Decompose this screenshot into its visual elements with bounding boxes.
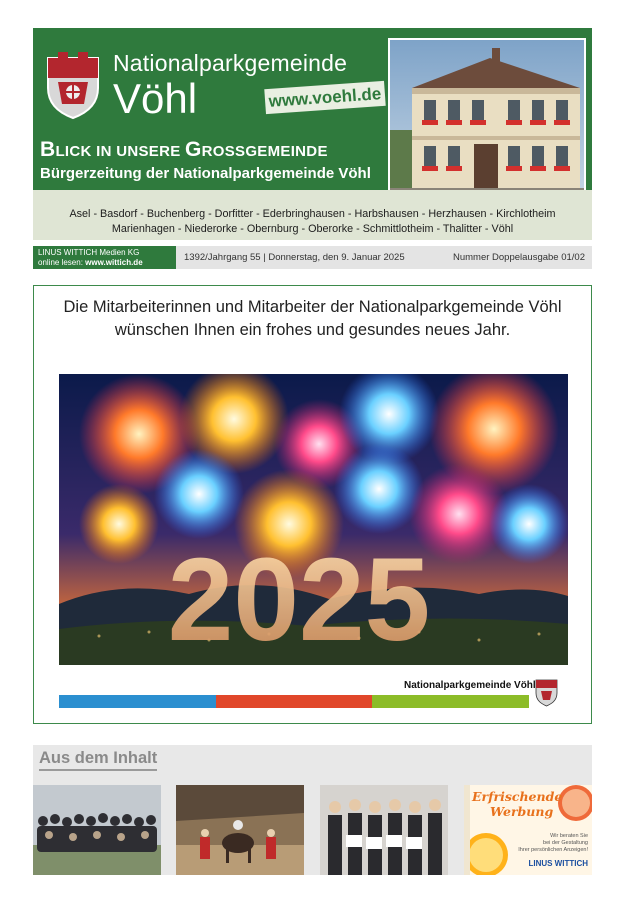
ad-title-line-1: Erfrischende	[472, 789, 563, 804]
riding-hall-illustration	[176, 785, 304, 875]
villages-line-2: Marienhagen - Niederorke - Obernburg - Oberorke - Schmittlotheim - Thalitter - Vöhl	[111, 223, 514, 235]
contents-thumb-award-photo[interactable]	[320, 785, 448, 875]
masthead-subtitle: Bürgerzeitung der Nationalparkgemeinde Vöhl	[40, 165, 371, 182]
coat-of-arms-icon	[44, 48, 102, 120]
contents-thumb-ad[interactable]	[464, 785, 592, 875]
online-prefix: online lesen:	[38, 258, 83, 267]
ad-brand: LINUS WITTICH	[528, 859, 588, 868]
headline-part-2: ROSSGEMEINDE	[201, 143, 328, 160]
coat-of-arms-small-icon	[534, 676, 559, 707]
contents-thumb-riding-hall[interactable]	[176, 785, 304, 875]
masthead	[33, 28, 592, 190]
headline-part-1: LICK IN UNSERE	[55, 143, 185, 160]
issue-date: 1392/Jahrgang 55 | Donnerstag, den 9. Januar 2025	[184, 252, 405, 263]
fireworks-image	[59, 374, 568, 665]
ad-text	[518, 833, 588, 854]
ad-title	[472, 789, 562, 819]
publisher-box	[33, 246, 176, 269]
year-number: 2025	[167, 534, 431, 665]
stripe-green	[372, 695, 529, 708]
stripe-blue	[59, 695, 216, 708]
villages-list	[33, 190, 592, 240]
masthead-title-line1: Nationalparkgemeinde	[113, 50, 348, 76]
fireworks-illustration	[59, 374, 568, 665]
masthead-title-line2: Vöhl	[113, 75, 198, 122]
headline-initial-2: G	[184, 138, 202, 161]
town-hall-photo	[388, 38, 586, 202]
award-photo-illustration	[320, 785, 448, 875]
color-stripes	[59, 695, 529, 708]
greeting-line-1: Die Mitarbeiterinnen und Mitarbeiter der Nationalparkgemeinde Vöhl	[63, 298, 562, 316]
online-line	[38, 258, 176, 268]
ad-text-line-2: bei der Gestaltung	[543, 840, 588, 846]
group-photo-illustration	[33, 785, 161, 875]
contents-thumb-group-photo[interactable]	[33, 785, 161, 875]
villages-line-1: Asel - Basdorf - Buchenberg - Dorfitter - Ederbringhausen - Harbshausen - Herzhausen - Kirchlotheim	[69, 208, 556, 220]
greeting-text	[34, 296, 591, 342]
ad-text-line-3: Ihrer persönlichen Anzeigen!	[518, 847, 588, 853]
greeting-line-2: wünschen Ihnen ein frohes und gesundes neues Jahr.	[114, 321, 511, 339]
town-hall-illustration	[390, 40, 586, 202]
stripe-red	[216, 695, 373, 708]
publisher-name: LINUS WITTICH Medien KG	[38, 248, 140, 257]
website-link[interactable]: www.voehl.de	[264, 81, 385, 114]
issue-number: Nummer Doppelausgabe 01/02	[452, 252, 585, 263]
contents-section	[33, 745, 592, 875]
headline-initial-1: B	[40, 138, 56, 161]
ad-title-line-2: Werbung	[490, 804, 554, 819]
headline	[40, 138, 328, 162]
new-year-greeting-card	[33, 285, 592, 724]
ad-text-line-1: Wir beraten Sie	[550, 833, 588, 839]
online-url[interactable]: www.wittich.de	[85, 258, 143, 267]
issue-info-bar	[33, 246, 592, 269]
footer-label: Nationalparkgemeinde Vöhl	[404, 680, 536, 691]
contents-title: Aus dem Inhalt	[39, 749, 157, 771]
